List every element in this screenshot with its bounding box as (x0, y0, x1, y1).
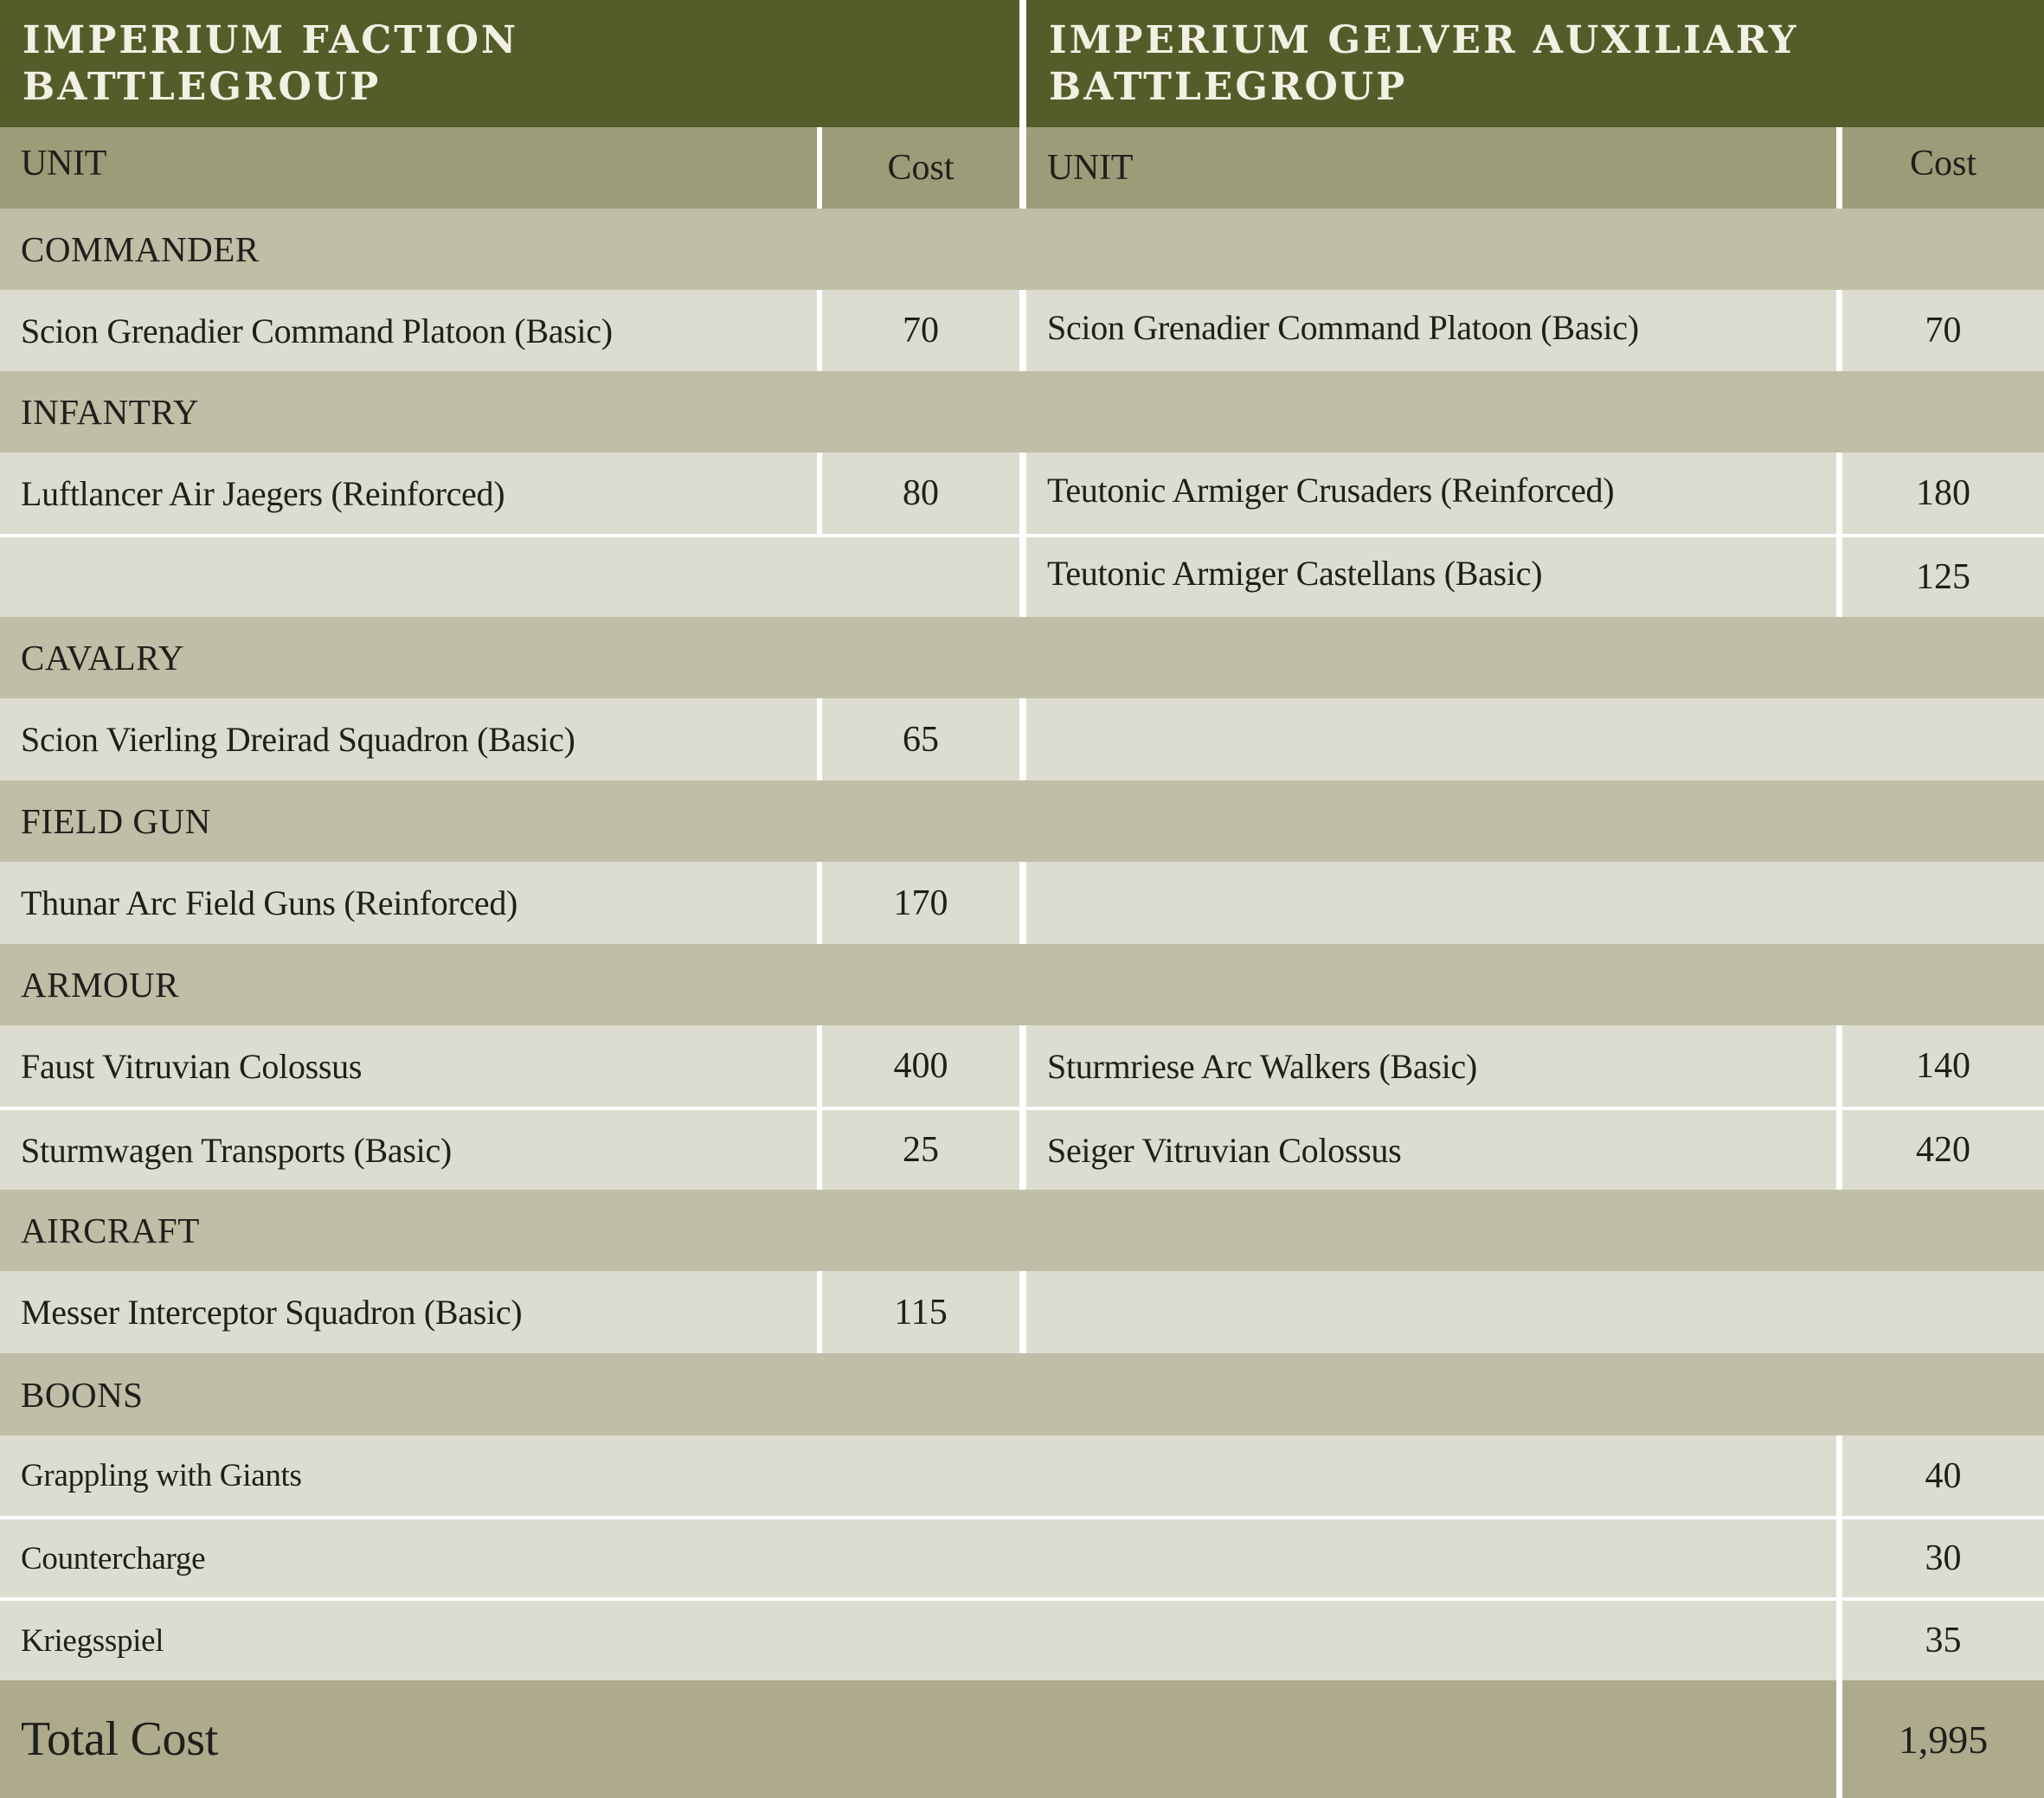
section-row-armour (0, 944, 2044, 1025)
unit-name: Scion Grenadier Command Platoon (Basic) (1047, 308, 1639, 347)
section-row-infantry (0, 371, 2044, 453)
column-divider (1836, 1025, 1842, 1107)
unit-column-header-right: UNIT (1047, 148, 1134, 188)
column-divider (1836, 290, 1842, 371)
table-row (0, 862, 2044, 944)
right-battlegroup-header (1026, 0, 2044, 127)
table-row (0, 698, 2044, 780)
section-label: INFANTRY (21, 392, 199, 432)
unit-cost: 170 (893, 883, 948, 923)
unit-name: Faust Vitruvian Colossus (21, 1046, 363, 1086)
right-header-line-2: BATTLEGROUP (1049, 64, 1408, 109)
column-divider (1019, 698, 1026, 780)
unit-name: Scion Grenadier Command Platoon (Basic) (21, 311, 613, 350)
section-row-boons (0, 1353, 2044, 1435)
column-divider (1836, 127, 1842, 209)
unit-cost: 70 (1925, 311, 1962, 350)
table-row (0, 1110, 2044, 1190)
column-divider (1836, 1435, 1842, 1516)
boon-name: Grappling with Giants (21, 1458, 302, 1493)
unit-name: Messer Interceptor Squadron (Basic) (21, 1293, 523, 1332)
unit-cost: 70 (903, 311, 939, 350)
unit-cost: 140 (1916, 1046, 1970, 1086)
unit-name (0, 537, 817, 617)
column-divider (1019, 537, 1026, 617)
section-label: FIELD GUN (21, 801, 211, 841)
column-divider (1019, 127, 1026, 209)
section-label: ARMOUR (21, 965, 179, 1005)
unit-name: Sturmwagen Transports (Basic) (21, 1130, 452, 1170)
unit-cost: 400 (893, 1046, 948, 1086)
boon-cost: 40 (1925, 1455, 1962, 1496)
boon-cost: 30 (1925, 1538, 1962, 1578)
unit-name: Luftlancer Air Jaegers (Reinforced) (21, 473, 505, 513)
table-row (0, 1271, 2044, 1353)
column-divider (1836, 537, 1842, 617)
unit-name: Teutonic Armiger Crusaders (Reinforced) (1047, 471, 1615, 510)
section-label: AIRCRAFT (21, 1210, 200, 1250)
table-row (0, 1601, 2044, 1680)
unit-cost: 180 (1916, 473, 1970, 513)
section-label: BOONS (21, 1374, 144, 1415)
unit-cost: 25 (903, 1130, 939, 1170)
header-divider (1019, 0, 1026, 127)
column-divider (1836, 1680, 1842, 1798)
section-row-commander (0, 209, 2044, 290)
unit-cost: 80 (903, 473, 939, 513)
unit-name: Teutonic Armiger Castellans (Basic) (1047, 554, 1543, 593)
boon-name: Countercharge (21, 1540, 206, 1576)
cost-column-header-left: Cost (887, 148, 955, 188)
column-divider (1019, 1110, 1026, 1190)
unit-cost: 125 (1916, 557, 1970, 597)
right-header-line-1: IMPERIUM GELVER AUXILIARY (1049, 17, 1799, 62)
column-divider (1019, 862, 1026, 944)
column-header-row (0, 127, 2044, 209)
unit-cost: 65 (903, 719, 939, 760)
table-row (0, 453, 2044, 534)
unit-cost: 115 (894, 1292, 948, 1332)
total-label: Total Cost (21, 1712, 218, 1766)
total-row (0, 1680, 2044, 1798)
unit-column-header-left: UNIT (21, 144, 107, 183)
column-divider (1019, 1025, 1026, 1107)
column-divider (1019, 1271, 1026, 1353)
column-divider (1836, 1110, 1842, 1190)
table-row (0, 537, 2044, 617)
table-row (0, 1435, 2044, 1516)
column-divider (1836, 453, 1842, 534)
column-divider (1019, 290, 1026, 371)
table-row (0, 1519, 2044, 1597)
total-value: 1,995 (1898, 1717, 1989, 1762)
table-row (0, 1025, 2044, 1107)
left-header-line-2: BATTLEGROUP (22, 64, 382, 109)
section-label: CAVALRY (21, 638, 184, 677)
unit-name: Seiger Vitruvian Colossus (1047, 1130, 1402, 1170)
column-divider (1836, 1601, 1842, 1680)
left-battlegroup-header (0, 0, 1019, 127)
column-divider (1019, 453, 1026, 534)
unit-cost (822, 537, 1019, 617)
unit-name: Scion Vierling Dreirad Squadron (Basic) (21, 720, 575, 759)
unit-name: Sturmriese Arc Walkers (Basic) (1047, 1046, 1477, 1086)
table-row (0, 290, 2044, 371)
section-row-aircraft (0, 1190, 2044, 1271)
cost-column-header-right: Cost (1909, 144, 1977, 183)
left-header-line-1: IMPERIUM FACTION (22, 17, 519, 62)
unit-name: Thunar Arc Field Guns (Reinforced) (21, 883, 518, 922)
section-row-cavalry (0, 617, 2044, 698)
column-divider (1836, 1519, 1842, 1597)
section-label: COMMANDER (21, 229, 260, 269)
boon-cost: 35 (1925, 1621, 1962, 1660)
boon-name: Kriegsspiel (21, 1622, 164, 1659)
unit-cost: 420 (1916, 1130, 1970, 1170)
section-row-field-gun (0, 780, 2044, 862)
